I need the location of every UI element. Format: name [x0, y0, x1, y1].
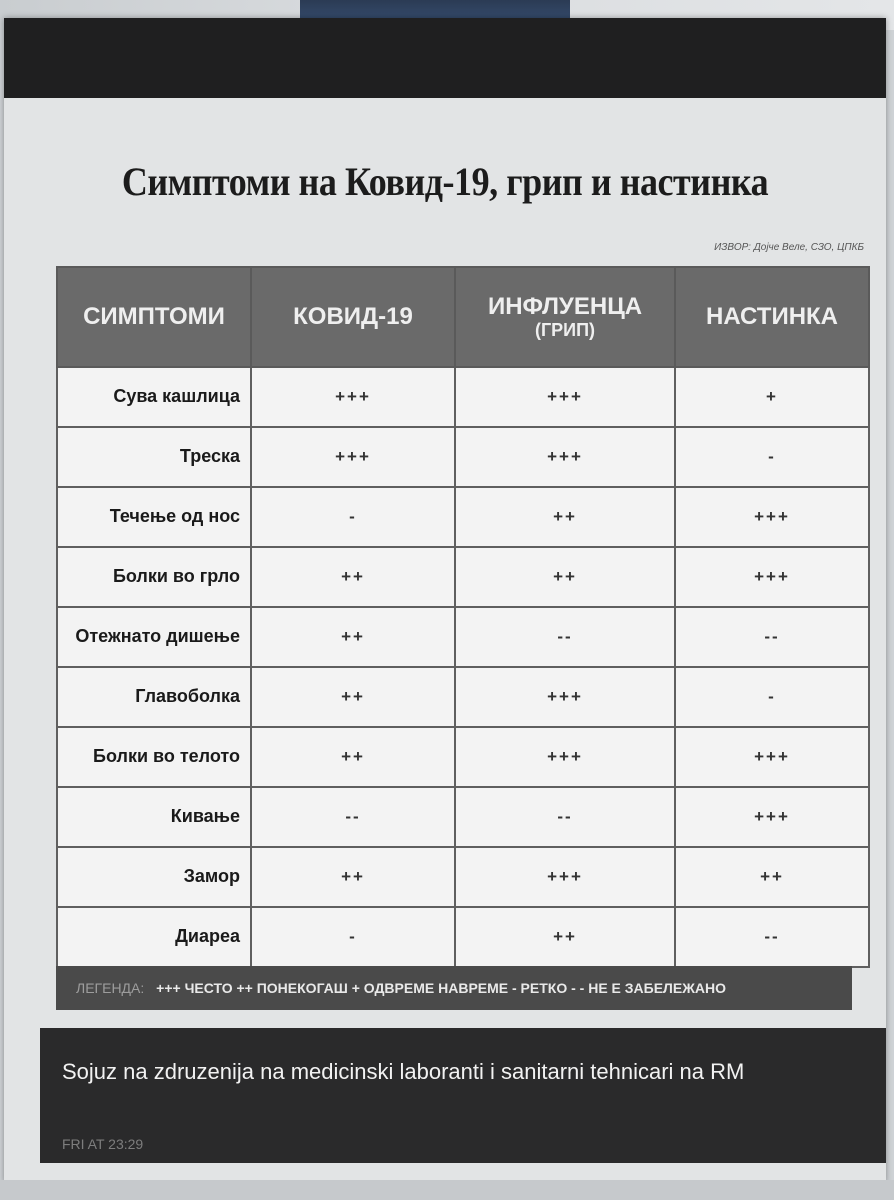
- cold-cell: -: [675, 427, 869, 487]
- cold-cell: +++: [675, 547, 869, 607]
- cold-cell: -: [675, 667, 869, 727]
- source-note: ИЗВОР: Дојче Веле, СЗО, ЦПКБ: [714, 242, 864, 253]
- table-row: [57, 787, 869, 847]
- symptom-cell: Сува кашлица: [57, 367, 251, 427]
- legend-text: +++ ЧЕСТО ++ ПОНЕКОГАШ + ОДВРЕМЕ НАВРЕМЕ - РЕТКО - - НЕ Е ЗАБЕЛЕЖАНО: [156, 980, 726, 996]
- flu-cell: ++: [455, 907, 675, 967]
- header-covid: КОВИД-19: [251, 267, 455, 367]
- flu-cell: +++: [455, 847, 675, 907]
- flu-cell: --: [455, 607, 675, 667]
- poster-top-band: [4, 18, 886, 98]
- cold-cell: --: [675, 907, 869, 967]
- symptom-cell: Отежнато дишење: [57, 607, 251, 667]
- legend-label: ЛЕГЕНДА:: [76, 980, 145, 996]
- covid-cell: ++: [251, 667, 455, 727]
- symptom-cell: Болки во грло: [57, 547, 251, 607]
- symptom-table-wrapper: [56, 266, 852, 1010]
- cold-cell: +++: [675, 487, 869, 547]
- symptom-cell: Болки во телото: [57, 727, 251, 787]
- covid-cell: +++: [251, 427, 455, 487]
- table-row: [57, 907, 869, 967]
- cold-cell: +: [675, 367, 869, 427]
- caption-timestamp: FRI AT 23:29: [62, 1136, 144, 1152]
- covid-cell: ++: [251, 847, 455, 907]
- printed-poster: [4, 18, 886, 1183]
- covid-cell: -: [251, 907, 455, 967]
- table-row: [57, 487, 869, 547]
- symptom-cell: Кивање: [57, 787, 251, 847]
- poster-title: Симптоми на Ковид-19, грип и настинка: [121, 159, 769, 204]
- cold-cell: --: [675, 607, 869, 667]
- cold-cell: +++: [675, 727, 869, 787]
- flu-cell: +++: [455, 427, 675, 487]
- caption-text: Sojuz na zdruzenija na medicinski laboranti i sanitarni tehnicari na RM: [62, 1059, 745, 1084]
- table-row: [57, 547, 869, 607]
- legend-bar: [56, 966, 852, 1010]
- symptom-cell: Течење од нос: [57, 487, 251, 547]
- header-flu-label: ИНФЛУЕНЦА: [487, 292, 643, 320]
- background-floor: [0, 1180, 894, 1200]
- header-flu-sub: (ГРИП): [534, 320, 596, 341]
- covid-cell: ++: [251, 607, 455, 667]
- header-symptoms: СИМПТОМИ: [57, 267, 251, 367]
- table-row: [57, 847, 869, 907]
- flu-cell: ++: [455, 487, 675, 547]
- flu-cell: ++: [455, 547, 675, 607]
- social-caption-band: [40, 1028, 886, 1163]
- covid-cell: +++: [251, 367, 455, 427]
- header-cold: НАСТИНКА: [675, 267, 869, 367]
- flu-cell: --: [455, 787, 675, 847]
- table-row: [57, 607, 869, 667]
- table-row: [57, 667, 869, 727]
- covid-cell: ++: [251, 547, 455, 607]
- flu-cell: +++: [455, 367, 675, 427]
- covid-cell: -: [251, 487, 455, 547]
- flu-cell: +++: [455, 727, 675, 787]
- header-flu: [455, 267, 675, 367]
- symptom-cell: Замор: [57, 847, 251, 907]
- symptom-cell: Диареа: [57, 907, 251, 967]
- table-row: [57, 427, 869, 487]
- flu-cell: +++: [455, 667, 675, 727]
- table-row: [57, 367, 869, 427]
- covid-cell: ++: [251, 727, 455, 787]
- symptom-table: [56, 266, 870, 968]
- symptom-cell: Главоболка: [57, 667, 251, 727]
- table-header-row: [57, 267, 869, 367]
- table-row: [57, 727, 869, 787]
- cold-cell: ++: [675, 847, 869, 907]
- cold-cell: +++: [675, 787, 869, 847]
- symptom-cell: Треска: [57, 427, 251, 487]
- covid-cell: --: [251, 787, 455, 847]
